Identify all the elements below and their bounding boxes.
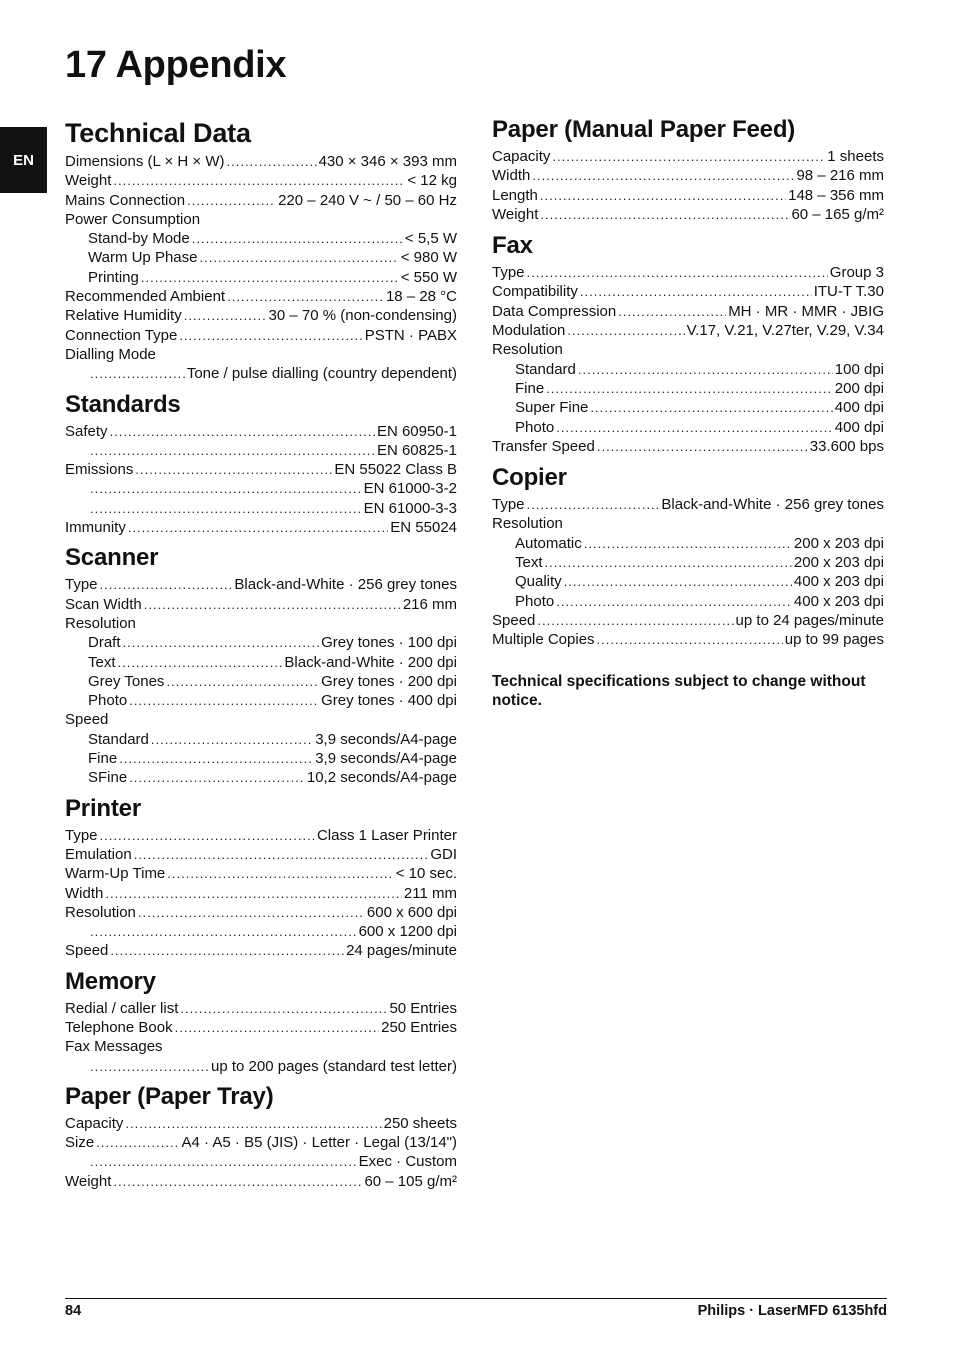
spec-label: Standard: [515, 360, 576, 378]
spec-label: Weight: [65, 172, 112, 190]
spec-row: [65, 575, 457, 594]
language-tab: EN: [0, 127, 47, 193]
section-title: Paper (Manual Paper Feed): [492, 116, 796, 143]
dot-leader: [192, 229, 403, 248]
dot-leader: [135, 460, 332, 479]
spec-value: 200 x 203 dpi: [793, 534, 884, 552]
spec-value: 30 – 70 % (non-condensing): [268, 307, 457, 325]
spec-row: [492, 398, 884, 417]
section-printer: [65, 793, 457, 961]
spec-value: 18 – 28 °C: [385, 288, 457, 306]
spec-row: [65, 922, 457, 941]
spec-value: EN 60950-1: [376, 422, 457, 440]
spec-label: Modulation: [492, 322, 566, 340]
spec-value: PSTN · PABX: [364, 326, 457, 344]
section-memory: [65, 966, 457, 1076]
section-fax: [492, 230, 884, 456]
spec-row: [65, 422, 457, 441]
spec-row: [492, 437, 884, 456]
spec-value: MH · MR · MMR · JBIG: [728, 302, 884, 320]
spec-value: 60 – 165 g/m²: [791, 205, 884, 223]
spec-value: 10,2 seconds/A4-page: [306, 769, 457, 787]
spec-row: [65, 1152, 457, 1171]
dot-leader: [227, 152, 317, 171]
section-technical-data: [65, 115, 457, 384]
spec-label: Fine: [88, 750, 118, 768]
dot-leader: [90, 441, 375, 460]
spec-row: [65, 826, 457, 845]
spec-row: [65, 710, 457, 729]
spec-value: 200 x 203 dpi: [793, 554, 884, 572]
dot-leader: [134, 845, 429, 864]
dot-leader: [90, 1152, 357, 1171]
spec-list: [65, 826, 457, 961]
dot-leader: [90, 499, 362, 518]
spec-label: Text: [88, 653, 116, 671]
chapter-title: 17 Appendix: [65, 44, 287, 86]
dot-leader: [590, 398, 832, 417]
dot-leader: [118, 653, 283, 672]
spec-value: Black-and-White · 200 dpi: [284, 653, 457, 671]
spec-label: Stand-by Mode: [88, 230, 190, 248]
spec-value: Class 1 Laser Printer: [316, 826, 457, 844]
dot-leader: [527, 495, 660, 514]
spec-row: [492, 553, 884, 572]
dot-leader: [227, 287, 384, 306]
spec-row: [65, 364, 457, 383]
spec-label: Emulation: [65, 845, 132, 863]
spec-row: [65, 768, 457, 787]
dot-leader: [123, 633, 320, 652]
spec-label: Dimensions (L × H × W): [65, 153, 225, 170]
spec-value: 33.600 bps: [809, 437, 884, 455]
spec-value: EN 55022 Class B: [334, 461, 457, 479]
spec-value: Black-and-White · 256 grey tones: [234, 576, 457, 594]
spec-label: Fine: [515, 379, 545, 397]
dot-leader: [180, 999, 387, 1018]
spec-label: Draft: [88, 634, 121, 652]
dot-leader: [138, 903, 365, 922]
spec-value: Grey tones · 100 dpi: [321, 634, 457, 652]
spec-row: [65, 306, 457, 325]
spec-row: [492, 166, 884, 185]
spec-row: [65, 326, 457, 345]
dot-leader: [167, 864, 393, 883]
spec-row: [492, 495, 884, 514]
spec-label: Fax Messages: [65, 1038, 163, 1056]
spec-label: Type: [492, 264, 525, 282]
spec-row: [65, 479, 457, 498]
spec-value: 50 Entries: [389, 999, 457, 1017]
spec-value: 100 dpi: [834, 360, 884, 378]
spec-value: A4 · A5 · B5 (JIS) · Letter · Legal (13/14"): [181, 1134, 457, 1152]
spec-label: Quality: [515, 573, 562, 591]
dot-leader: [129, 768, 305, 787]
dot-leader: [179, 326, 362, 345]
spec-label: Dialling Mode: [65, 345, 156, 363]
spec-value: 430 × 346 × 393 mm: [318, 153, 457, 170]
spec-value: Grey tones · 400 dpi: [321, 692, 457, 710]
spec-row: [492, 360, 884, 379]
spec-row: [65, 1133, 457, 1152]
dot-leader: [532, 166, 794, 185]
dot-leader: [618, 302, 726, 321]
dot-leader: [90, 479, 362, 498]
spec-row: [65, 171, 457, 190]
spec-row: [492, 340, 884, 359]
spec-row: [65, 614, 457, 633]
spec-row: [65, 633, 457, 652]
spec-row: [65, 1018, 457, 1037]
spec-row: [65, 1037, 457, 1056]
spec-label: Capacity: [65, 1114, 124, 1132]
spec-row: [492, 534, 884, 553]
spec-label: Printing: [88, 268, 139, 286]
spec-row: [65, 191, 457, 210]
spec-row: [492, 418, 884, 437]
spec-value: 400 dpi: [834, 418, 884, 436]
spec-value: < 12 kg: [407, 172, 457, 190]
spec-row: [65, 499, 457, 518]
spec-value: V.17, V.21, V.27ter, V.29, V.34: [686, 322, 884, 340]
dot-leader: [175, 1018, 380, 1037]
spec-label: Compatibility: [492, 283, 578, 301]
spec-row: [65, 999, 457, 1018]
spec-row: [492, 630, 884, 649]
spec-row: [65, 518, 457, 537]
spec-row: [65, 653, 457, 672]
dot-leader: [96, 1133, 179, 1152]
dot-leader: [166, 672, 319, 691]
section-standards: [65, 389, 457, 538]
spec-row: [492, 592, 884, 611]
dot-leader: [90, 922, 357, 941]
spec-label: Capacity: [492, 148, 551, 165]
dot-leader: [113, 171, 405, 190]
spec-value: 200 dpi: [834, 379, 884, 397]
product-name: Philips · LaserMFD 6135hfd: [697, 1303, 887, 1319]
spec-row: [65, 210, 457, 229]
spec-value: Exec · Custom: [358, 1153, 457, 1171]
section-title: Paper (Paper Tray): [65, 1082, 274, 1110]
spec-label: Recommended Ambient: [65, 288, 226, 306]
spec-value: 98 – 216 mm: [796, 167, 884, 185]
spec-list: [65, 152, 457, 384]
spec-label: Immunity: [65, 519, 126, 537]
dot-leader: [184, 306, 267, 325]
dot-leader: [90, 364, 185, 383]
spec-row: [65, 691, 457, 710]
dot-leader: [100, 575, 233, 594]
dot-leader: [564, 572, 792, 591]
spec-label: Type: [65, 576, 98, 594]
spec-label: Grey Tones: [88, 672, 165, 690]
spec-value: 600 x 600 dpi: [366, 903, 457, 921]
dot-leader: [584, 534, 792, 553]
spec-row: [492, 572, 884, 591]
spec-label: Resolution: [492, 515, 563, 533]
dot-leader: [580, 282, 812, 301]
spec-row: [65, 1114, 457, 1133]
spec-list: [65, 999, 457, 1076]
spec-label: Scan Width: [65, 595, 142, 613]
spec-value: Grey tones · 200 dpi: [321, 672, 457, 690]
spec-label: Warm Up Phase: [88, 249, 198, 267]
spec-list: [492, 147, 884, 224]
spec-label: Size: [65, 1134, 95, 1152]
spec-row: [492, 611, 884, 630]
spec-label: Transfer Speed: [492, 437, 595, 455]
spec-value: Black-and-White · 256 grey tones: [661, 496, 884, 514]
spec-value: 3,9 seconds/A4-page: [315, 730, 457, 748]
spec-label: Text: [515, 554, 543, 572]
spec-value: up to 99 pages: [784, 631, 884, 649]
spec-label: Type: [492, 496, 525, 514]
spec-list: [65, 1114, 457, 1191]
spec-list: [492, 263, 884, 456]
dot-leader: [125, 1114, 381, 1133]
spec-label: Warm-Up Time: [65, 865, 166, 883]
spec-value: 250 sheets: [383, 1114, 457, 1132]
spec-row: [492, 321, 884, 340]
section-copier: [492, 462, 884, 649]
section-scanner: [65, 542, 457, 787]
dot-leader: [578, 360, 833, 379]
spec-value: GDI: [430, 845, 457, 863]
spec-value: 400 x 203 dpi: [793, 592, 884, 610]
spec-list: [492, 495, 884, 649]
spec-row: [492, 147, 884, 166]
spec-label: Telephone Book: [65, 1018, 173, 1036]
spec-label: Mains Connection: [65, 191, 186, 209]
spec-value: 400 dpi: [834, 399, 884, 417]
dot-leader: [90, 1057, 209, 1076]
dot-leader: [141, 268, 399, 287]
spec-row: [492, 205, 884, 224]
spec-label: Weight: [492, 205, 539, 223]
dot-leader: [100, 826, 315, 845]
section-title: Printer: [65, 794, 141, 822]
dot-leader: [110, 422, 375, 441]
page-number: 84: [65, 1303, 82, 1319]
dot-leader: [187, 191, 276, 210]
spec-value: < 10 sec.: [395, 865, 457, 883]
spec-value: 24 pages/minute: [346, 942, 457, 960]
spec-value: Tone / pulse dialling (country dependent): [186, 365, 457, 383]
spec-row: [65, 884, 457, 903]
section-title: Standards: [65, 390, 181, 418]
spec-value: 220 – 240 V ~ / 50 – 60 Hz: [278, 191, 457, 209]
spec-label: Super Fine: [515, 399, 589, 417]
spec-row: [65, 1057, 457, 1076]
dot-leader: [556, 418, 833, 437]
spec-list: [65, 575, 457, 787]
spec-value: 1 sheets: [827, 148, 884, 165]
spec-row: [65, 1172, 457, 1191]
spec-label: Weight: [65, 1172, 112, 1190]
spec-value: 216 mm: [402, 595, 457, 613]
spec-row: [65, 903, 457, 922]
spec-label: Speed: [65, 942, 109, 960]
dot-leader: [144, 595, 401, 614]
spec-label: Photo: [88, 692, 128, 710]
dot-leader: [537, 611, 733, 630]
dot-leader: [540, 205, 789, 224]
spec-row: [492, 379, 884, 398]
spec-label: Length: [492, 186, 538, 204]
dot-leader: [151, 730, 313, 749]
spec-label: Data Compression: [492, 302, 617, 320]
spec-value: 60 – 105 g/m²: [364, 1172, 457, 1190]
dot-leader: [110, 941, 344, 960]
spec-row: [65, 730, 457, 749]
spec-row: [65, 268, 457, 287]
spec-label: Power Consumption: [65, 210, 201, 228]
dot-leader: [552, 147, 825, 166]
footer-divider: [65, 1298, 887, 1299]
dot-leader: [545, 553, 792, 572]
spec-label: Speed: [492, 611, 536, 629]
spec-value: up to 200 pages (standard test letter): [211, 1057, 457, 1075]
dot-leader: [113, 1172, 362, 1191]
dot-leader: [129, 691, 319, 710]
spec-label: Relative Humidity: [65, 307, 182, 325]
dot-leader: [597, 437, 808, 456]
spec-value: 148 – 356 mm: [788, 186, 884, 204]
spec-value: 3,9 seconds/A4-page: [315, 750, 457, 768]
specifications-notice: Technical specifications subject to change without notice.: [492, 672, 866, 709]
dot-leader: [105, 884, 402, 903]
spec-row: [65, 345, 457, 364]
spec-label: Multiple Copies: [492, 631, 595, 649]
spec-value: EN 55024: [390, 519, 457, 537]
spec-value: ITU-T T.30: [813, 283, 884, 301]
spec-value: EN 60825-1: [376, 441, 457, 459]
section-title: Fax: [492, 232, 533, 260]
spec-value: EN 61000-3-2: [363, 480, 457, 498]
dot-leader: [199, 248, 398, 267]
spec-row: [65, 749, 457, 768]
spec-value: 400 x 203 dpi: [793, 573, 884, 591]
spec-row: [65, 672, 457, 691]
spec-label: Speed: [65, 711, 109, 729]
spec-value: Group 3: [829, 264, 884, 282]
spec-row: [65, 460, 457, 479]
spec-label: Resolution: [65, 903, 136, 921]
dot-leader: [597, 630, 783, 649]
spec-label: Redial / caller list: [65, 999, 179, 1017]
spec-label: Resolution: [65, 614, 136, 632]
dot-leader: [527, 263, 828, 282]
dot-leader: [556, 592, 792, 611]
dot-leader: [119, 749, 313, 768]
spec-row: [65, 248, 457, 267]
spec-row: [492, 302, 884, 321]
spec-row: [492, 263, 884, 282]
spec-value: 250 Entries: [381, 1018, 457, 1036]
spec-row: [65, 152, 457, 171]
section-title: Memory: [65, 967, 156, 995]
spec-label: Connection Type: [65, 326, 178, 344]
spec-row: [65, 864, 457, 883]
spec-label: Emissions: [65, 461, 134, 479]
spec-label: Resolution: [492, 341, 563, 359]
spec-value: < 550 W: [400, 268, 457, 286]
spec-value: EN 61000-3-3: [363, 499, 457, 517]
spec-label: Photo: [515, 592, 555, 610]
dot-leader: [128, 518, 388, 537]
left-column: [65, 115, 457, 1191]
spec-row: [492, 186, 884, 205]
spec-row: [492, 514, 884, 533]
spec-label: Type: [65, 826, 98, 844]
dot-leader: [546, 379, 833, 398]
spec-label: SFine: [88, 769, 128, 787]
spec-row: [65, 229, 457, 248]
dot-leader: [540, 186, 786, 205]
spec-row: [65, 595, 457, 614]
spec-value: 600 x 1200 dpi: [358, 923, 457, 941]
spec-row: [492, 282, 884, 301]
spec-row: [65, 441, 457, 460]
section-title: Copier: [492, 464, 567, 492]
spec-value: < 5,5 W: [404, 230, 457, 248]
spec-label: Automatic: [515, 534, 582, 552]
section-paper-manual-paper-feed: [492, 114, 884, 224]
spec-row: [65, 845, 457, 864]
spec-row: [65, 941, 457, 960]
spec-label: Photo: [515, 418, 555, 436]
spec-value: < 980 W: [400, 249, 457, 267]
spec-row: [65, 287, 457, 306]
spec-label: Safety: [65, 422, 108, 440]
spec-list: [65, 422, 457, 538]
section-title: Scanner: [65, 544, 159, 572]
spec-value: 211 mm: [403, 884, 457, 902]
spec-label: Width: [492, 167, 531, 185]
section-paper-paper-tray: [65, 1081, 457, 1191]
spec-value: up to 24 pages/minute: [735, 611, 884, 629]
spec-label: Width: [65, 884, 104, 902]
right-column: [492, 114, 884, 710]
section-title: Technical Data: [65, 118, 251, 148]
dot-leader: [567, 321, 684, 340]
spec-label: Standard: [88, 730, 149, 748]
